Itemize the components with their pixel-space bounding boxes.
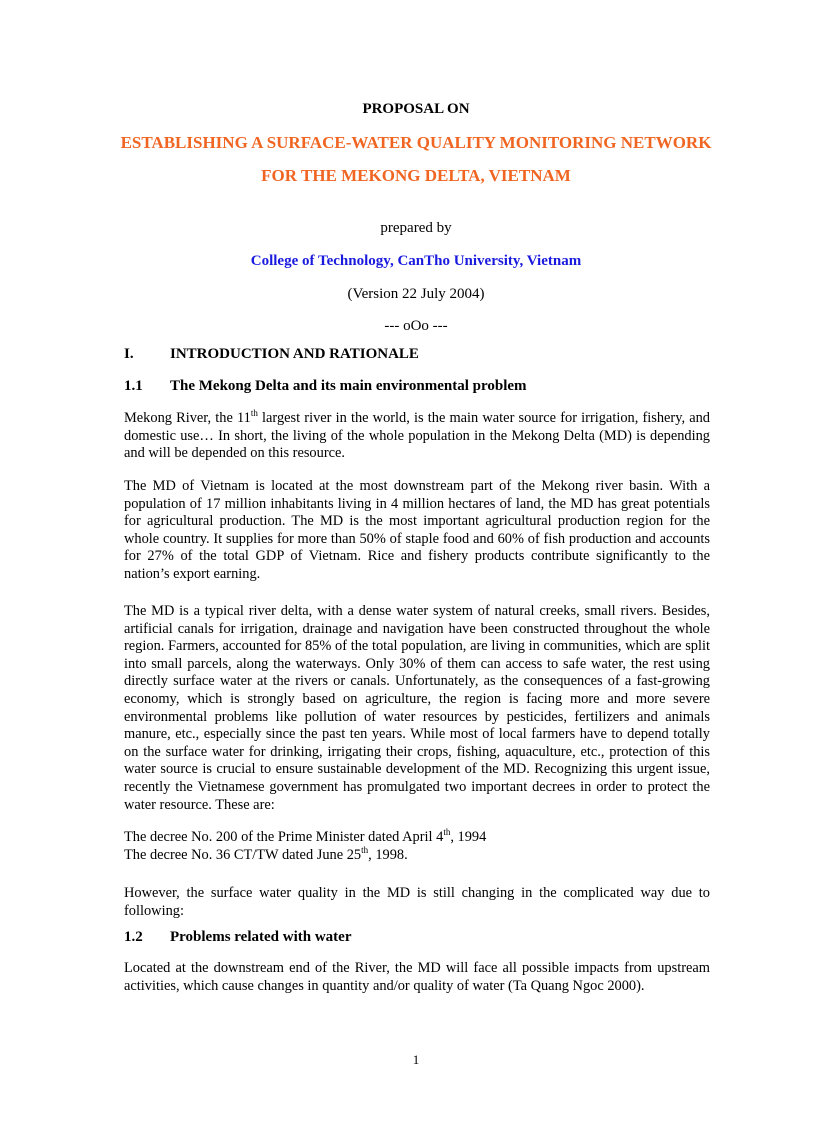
paragraph-5: However, the surface water quality in the MD is still changing in the complicated way due to following: <box>124 885 710 919</box>
section-title: The Mekong Delta and its main environmental problem <box>170 378 527 394</box>
section-title: INTRODUCTION AND RATIONALE <box>170 346 419 362</box>
decree-text: , 1994 <box>450 829 487 845</box>
paragraph-1 <box>124 410 710 463</box>
superscript: th <box>443 827 451 838</box>
paragraph-2: The MD of Vietnam is located at the most downstream part of the Mekong river basin. With a population of 17 million inhabitants living in 4 million hectares of land, the MD has great potentials for agricultural production. The MD is the most important agricultural production region for the whole country. It supplies for more than 50% of staple food and 60% of fish production and accounts for 27% of the total GDP of Vietnam. Rice and fishery products contribute significantly to the nation’s export earning. <box>124 478 710 582</box>
title-line-1: PROPOSAL ON <box>362 101 470 117</box>
section-heading-1-1 <box>124 378 527 395</box>
section-number: 1.2 <box>124 929 143 945</box>
paragraph-text: Mekong River, the 11 <box>124 410 251 426</box>
decree-text: , 1998. <box>368 846 408 863</box>
prepared-by: prepared by <box>380 220 452 236</box>
superscript: th <box>250 408 258 419</box>
institution: College of Technology, CanTho University, Vietnam <box>250 253 582 269</box>
title-line-2: ESTABLISHING A SURFACE-WATER QUALITY MONITORING NETWORK <box>120 133 712 152</box>
version-date: (Version 22 July 2004) <box>347 286 485 302</box>
page-number: 1 <box>412 1052 420 1067</box>
section-heading-1-2 <box>124 929 352 946</box>
paragraph-6: Located at the downstream end of the River, the MD will face all possible impacts from upstream activities, which cause changes in quantity and/or quality of water (Ta Quang Ngoc 2000). <box>124 960 710 994</box>
section-number: 1.1 <box>124 378 143 394</box>
decree-text: The decree No. 36 CT/TW dated June 25 <box>124 846 362 863</box>
separator: --- oOo --- <box>384 318 448 334</box>
title-line-3: FOR THE MEKONG DELTA, VIETNAM <box>261 166 571 185</box>
paragraph-text: largest river in the world, is the main water source for irrigation, fishery, and domestic use… In short, the living of the whole population in the Mekong Delta (MD) is depending and will be depended on this resource. <box>124 410 711 462</box>
section-number: I. <box>124 346 134 362</box>
section-heading-1 <box>124 346 419 363</box>
section-title: Problems related with water <box>170 929 352 945</box>
decree-text: The decree No. 200 of the Prime Minister dated April 4 <box>124 829 444 845</box>
paragraph-3: The MD is a typical river delta, with a dense water system of natural creeks, small rivers. Besides, artificial canals for irrigation, drainage and navigation have been constructed throughout the whole region. Farmers, accounted for 85% of the total population, are living in communities, which are split into small parcels, along the waterways. Only 30% of them can access to safe water, the rest using directly surface water at the rivers or canals. Unfortunately, as the consequences of a fast-growing economy, which is strongly based on agriculture, the region is facing more and more severe environmental problems like pollution of water resources by pesticides, fertilizers and animals manure, etc., especially since the past ten years. While most of local farmers have to depend totally on the surface water for drinking, irrigating their crops, fishing, aquaculture, etc., protection of this water source is crucial to ensure sustainable development of the MD. Recognizing this urgent issue, recently the Vietnamese government has promulgated two important decrees in order to protect the water resource. These are: <box>124 603 710 813</box>
decree-list <box>124 829 710 864</box>
superscript: th <box>361 844 369 855</box>
